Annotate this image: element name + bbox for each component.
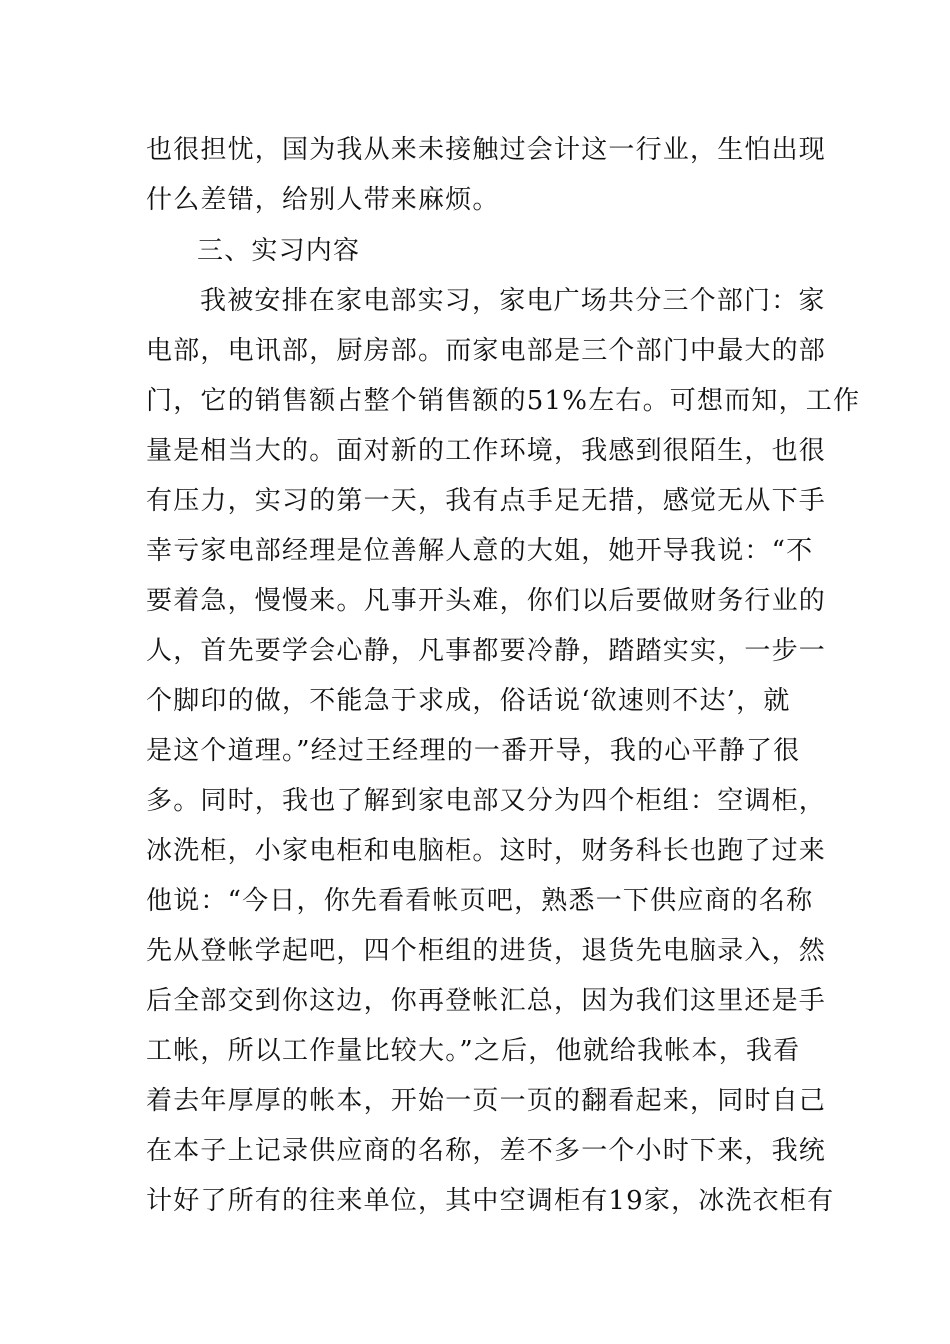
text-line: 门，它的销售额占整个销售额的51%左右。可想而知，工作 [146,386,861,416]
text-line: 后全部交到你这边，你再登帐汇总，因为我们这里还是手 [146,986,827,1016]
text-line: 我被安排在家电部实习，家电广场共分三个部门：家 [200,286,826,316]
text-line: 有压力，实习的第一天，我有点手足无措，感觉无从下手 [146,486,827,516]
text-line: 要着急，慢慢来。凡事开头难，你们以后要做财务行业的 [146,586,827,616]
text-line: 多。同时，我也了解到家电部又分为四个柜组：空调柜， [146,786,827,816]
text-line: 先从登帐学起吧，四个柜组的进货，退货先电脑录入，然 [146,936,827,966]
text-line: 什么差错，给别人带来麻烦。 [146,185,500,215]
text-line: 电部，电讯部，厨房部。而家电部是三个部门中最大的部 [146,336,827,366]
text-line: 幸亏家电部经理是位善解人意的大姐，她开导我说：“不 [146,536,814,566]
text-line: 工帐，所以工作量比较大。”之后，他就给我帐本，我看 [146,1036,801,1066]
text-line: 冰洗柜，小家电柜和电脑柜。这时，财务科长也跑了过来 [146,836,827,866]
text-line: 人，首先要学会心静，凡事都要冷静，踏踏实实，一步一 [146,636,827,666]
text-line: 他说：“今日，你先看看帐页吧，熟悉一下供应商的名称 [146,886,814,916]
text-line: 也很担忧，国为我从来未接触过会计这一行业，生怕出现 [146,135,827,165]
text-line: 在本子上记录供应商的名称，差不多一个小时下来，我统 [146,1136,827,1166]
text-line: 是这个道理。”经过王经理的一番开导，我的心平静了很 [146,736,801,766]
text-line: 量是相当大的。面对新的工作环境，我感到很陌生，也很 [146,436,827,466]
text-line: 计好了所有的往来单位，其中空调柜有19家，冰洗衣柜有 [146,1186,835,1216]
section-heading: 三、实习内容 [197,236,361,266]
text-line: 个脚印的做，不能急于求成，俗话说‘欲速则不达’，就 [146,686,791,716]
text-line: 着去年厚厚的帐本，开始一页一页的翻看起来，同时自己 [146,1086,827,1116]
